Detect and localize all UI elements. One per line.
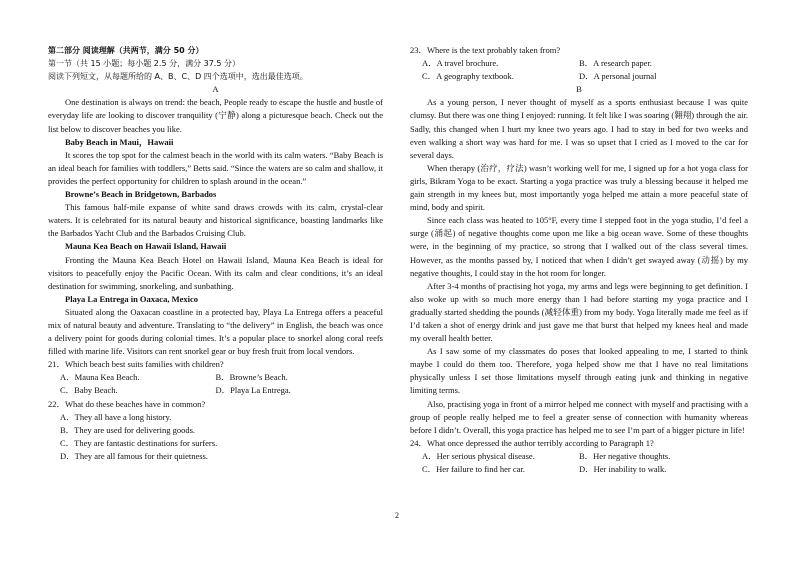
passage-b-paragraph: After 3-4 months of practising hot yoga, my arms and legs were beginning to get definition. I also woke up with so much more energy than I had before starting my yoga practice and I gradually started shedding the pounds (减轻体重) from my body. Yoga literally made me feel as if I’d taken a shot of energy drink and just gave me that burst that helped my knees heal and made my overall health better. xyxy=(410,280,748,344)
question-23-options-row-2 xyxy=(410,70,748,83)
section-title: 第二部分 阅读理解（共两节，满分 50 分） xyxy=(48,46,204,55)
option-c: C．Her failure to find her car. xyxy=(422,464,525,474)
passage-b-paragraph: Also, practising yoga in front of a mirror helped me connect with myself and practising with a group of people really helped me to feel a greater sense of connection with humanity whereas before I didn’t. Overall, this yoga practice has helped me to see I’m part of a bigger picture in life! xyxy=(410,398,748,435)
option-d: D．A personal journal xyxy=(579,71,657,82)
question-24-stem: 24．What once depressed the author terribly according to Paragraph 1? xyxy=(410,437,654,448)
page-number: 2 xyxy=(395,511,399,520)
question-21-stem: 21．Which beach best suits families with children? xyxy=(48,359,224,370)
left-column xyxy=(48,44,383,463)
beach-description: Fronting the Mauna Kea Beach Hotel on Hawaii Island, Mauna Kea Beach is ideal for visitors to peacefully enjoy the Pacific Ocean. With its calm and clear conditions, it’s an ideal destination for swimming, snorkeling, and sunbathing. xyxy=(48,254,383,291)
question-24-options-row-2 xyxy=(410,463,748,476)
option-c: C．They are fantastic destinations for surfers. xyxy=(60,437,218,448)
question-24-options-row-1 xyxy=(410,450,748,463)
passage-a-intro: One destination is always on trend: the beach, People ready to escape the hustle and bustle of everyday life are looking to discover tranquility (宁静) along a picturesque beach. Check out the list below to discover beaches you like. xyxy=(48,97,383,134)
beach-description: Situated along the Oaxacan coastline in a protected bay, Playa La Entrega offers a peaceful mix of natural beauty and adventure. Translating to “the delivery” in English, the beach was once a delivery point for goods during colonial times. It’s a popular place to snorkel along coral reefs filled with marine life. Visitors can rent snorkel gear or buy fresh fruit from local vendors. xyxy=(48,306,383,357)
option-b: B．They are used for delivering goods. xyxy=(60,424,196,435)
question-23-options-row-1 xyxy=(410,57,748,70)
passage-b-paragraph: When therapy (治疗，疗法) wasn’t working well for me, I signed up for a hot yoga class for girls, Bikram Yoga to be exact. Starting a yoga practice was truly a blessing because it helped me gain strength in my knees but, most importantly yoga helped me attain a more peaceful state of mind, body and spirit. xyxy=(410,162,748,213)
question-23-stem: 23．Where is the text probably taken from? xyxy=(410,45,561,55)
beach-heading: Mauna Kea Beach on Hawaii Island, Hawaii xyxy=(65,241,227,252)
option-d: D．Her inability to walk. xyxy=(579,464,667,474)
question-21-options-row-1 xyxy=(48,371,383,384)
option-b: B．Browne’s Beach. xyxy=(215,372,288,383)
section-instruction: 阅读下列短文，从每题所给的 A、B、C、D 四个选项中，选出最佳选项。 xyxy=(48,72,308,82)
question-21-options-row-2 xyxy=(48,384,383,397)
right-column xyxy=(410,44,748,476)
section-part: 第一节（共 15 小题；每小题 2.5 分，满分 37.5 分） xyxy=(48,59,240,69)
passage-b-paragraph: As I saw some of my classmates do poses that looked appealing to me, I started to think maybe I could do them too. Therefore, yoga helped show me that I have no real limitations physically unless I set those limitations myself through eating junk and thinking in negative limiting terms. xyxy=(410,346,748,396)
option-d: D．They are all famous for their quietness. xyxy=(60,450,208,461)
passage-b-paragraph: As a young person, I never thought of myself as a sports enthusiast because I was quite clumsy. But there was one thing I enjoyed: running. It felt like I was soaring (翱翔) through the air. Sadly, this changed when I hurt my knee two years ago. I had to stay in bed for two weeks and even walking a short way was hard for me. I was so upset that I cried as I moved to the car for several days. xyxy=(410,97,748,160)
option-a: A．A travel brochure. xyxy=(422,58,499,69)
beach-description: It scores the top spot for the calmest beach in the world with its calm waters. “Baby Beach is an ideal beach for families with toddlers,” Betts said. “Since the waters are so calm and shallow, it provides the perfect opportunity for children to splash around in the ocean.” xyxy=(48,149,383,186)
beach-heading: Baby Beach in Maui，Hawaii xyxy=(65,136,174,147)
beach-heading: Browne’s Beach in Bridgetown, Barbados xyxy=(65,189,217,200)
option-a: A．Mauna Kea Beach. xyxy=(60,372,140,383)
option-a: A．They all have a long history. xyxy=(60,411,172,422)
beach-heading: Playa La Entrega in Oaxaca, Mexico xyxy=(65,293,198,304)
passage-b-paragraph: Since each class was heated to 105°F, every time I stepped foot in the yoga studio, I’d feel a surge (涌起) of negative thoughts come upon me like a big ocean wave. Some of these thoughts were, in the beginning of my practice, so strong that I walked out of the class several times. However, as the months passed by, I noticed that when I didn’t get swayed away (动摇) by my negative thoughts, I could stay in the hot room for longer. xyxy=(410,215,748,278)
option-c: C．A geography textbook. xyxy=(422,71,514,82)
passage-b-letter: B xyxy=(576,84,582,95)
option-b: B．Her negative thoughts. xyxy=(579,450,671,461)
question-22-stem: 22．What do these beaches have in common? xyxy=(48,398,206,409)
option-a: A．Her serious physical disease. xyxy=(422,450,535,461)
option-b: B．A research paper. xyxy=(579,58,652,69)
option-c: C．Baby Beach. xyxy=(60,385,118,396)
beach-description: This famous half-mile expanse of white sand draws crowds with its calm, crystal-clear waters. It is celebrated for its natural beauty and historical significance, boasting landmarks like the Barbados Yacht Club and the Barbados Cruising Club. xyxy=(48,202,383,239)
option-d: D．Playa La Entrega. xyxy=(215,385,291,396)
passage-a-letter: A xyxy=(212,84,219,95)
